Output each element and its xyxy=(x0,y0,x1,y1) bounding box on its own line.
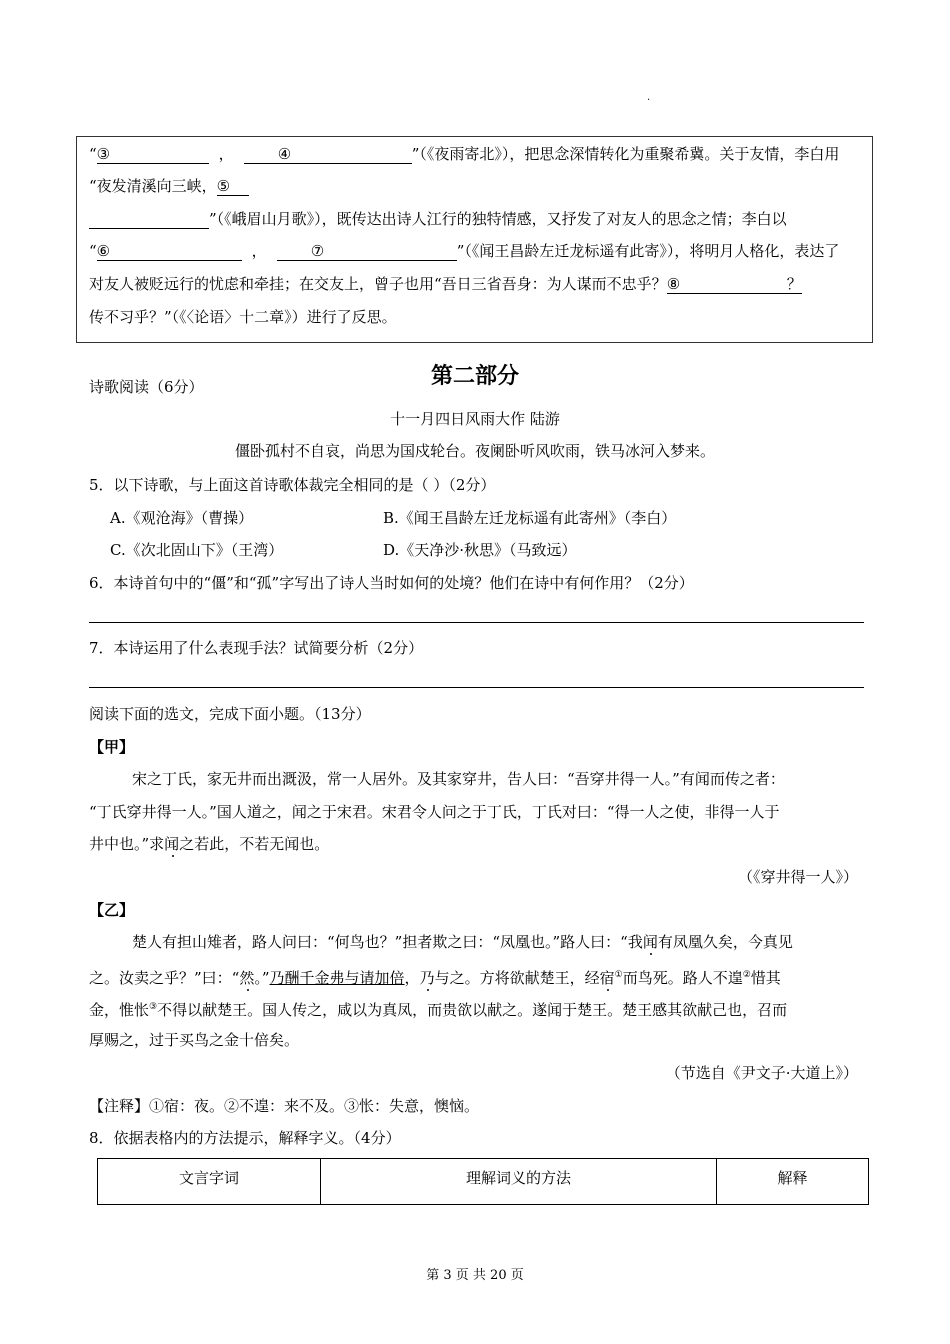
header-method: 理解词义的方法 xyxy=(321,1159,717,1205)
yi-line-3: 金，惟怅③不得以献楚王。国人传之，咸以为真凤，而贵欲以献之。遂闻于楚王。楚王感其欲献己也，召而 xyxy=(89,1001,788,1019)
section-title: 第二部分 xyxy=(430,364,519,389)
option-a[interactable]: A.《观沧海》（曹操） xyxy=(110,509,254,527)
box-line-4: “⑥ ， ⑦ ”（《闻王昌龄左迁龙标遥有此寄》），将明月人格化，表达了 xyxy=(89,242,840,260)
option-b[interactable]: B.《闻王昌龄左迁龙标遥有此寄州》（李白） xyxy=(383,509,677,527)
jia-label: 【甲】 xyxy=(89,738,135,756)
poetry-heading: 诗歌阅读（6分） xyxy=(89,378,204,396)
answer-line-7[interactable] xyxy=(89,687,864,688)
jia-line-3: 井中也。”求闻之若此，不若无闻也。 xyxy=(89,835,330,853)
blank-7[interactable]: ⑦ xyxy=(277,242,457,261)
question-5: 5．以下诗歌，与上面这首诗歌体裁完全相同的是（ ）（2分） xyxy=(89,476,496,494)
question-7: 7．本诗运用了什么表现手法？试简要分析（2分） xyxy=(89,639,424,657)
underlined-sentence: 乃酬千金弗与请加倍 xyxy=(269,969,405,987)
blank-8[interactable]: ⑧ xyxy=(667,275,787,294)
poem-text: 僵卧孤村不自哀，尚思为国戍轮台。夜阑卧听风吹雨，铁马冰河入梦来。 xyxy=(234,442,715,460)
blank-5-cont[interactable] xyxy=(89,210,209,229)
box-line-5: 对友人被贬远行的忧虑和牵挂；在交友上，曾子也用“吾日三省吾身：为人谋而不忠乎？⑧ ？ xyxy=(89,275,802,293)
header-word: 文言字词 xyxy=(98,1159,321,1205)
blank-3[interactable]: ③ xyxy=(97,145,209,164)
notes: 【注释】①宿：夜。②不遑：来不及。③怅：失意，懊恼。 xyxy=(89,1097,480,1115)
blank-4[interactable]: ④ xyxy=(244,145,412,164)
header-explanation: 解释 xyxy=(717,1159,869,1205)
blank-6[interactable]: ⑥ xyxy=(97,242,242,261)
jia-source: （《穿井得一人》） xyxy=(737,868,858,886)
yi-label: 【乙】 xyxy=(89,901,135,919)
box-line-1: “③ ， ④ ”（《夜雨寄北》），把思念深情转化为重聚希冀。关于友情，李白用 xyxy=(89,145,840,163)
page-footer: 第 3 页 共 20 页 xyxy=(426,1268,524,1283)
blank-5[interactable]: ⑤ xyxy=(217,177,249,196)
question-6: 6．本诗首句中的“僵”和“孤”字写出了诗人当时如何的处境？他们在诗中有何作用？（2分） xyxy=(89,574,694,592)
word-table xyxy=(97,1158,869,1205)
poem-title: 十一月四日风雨大作 陆游 xyxy=(390,410,560,428)
box-line-3: ”（《峨眉山月歌》），既传达出诗人江行的独特情感，又抒发了对友人的思念之情；李白以 xyxy=(89,209,787,229)
box-line-6: 传不习乎？”（《〈论语〉十二章》）进行了反思。 xyxy=(89,308,397,326)
yi-line-4: 厚赐之，过于买鸟之金十倍矣。 xyxy=(89,1031,300,1049)
yi-source: （节选自《尹文子·大道上》） xyxy=(665,1064,858,1082)
question-8: 8．依据表格内的方法提示，解释字义。（4分） xyxy=(89,1129,401,1147)
jia-line-1: 宋之丁氏，家无井而出溉汲，常一人居外。及其家穿井，告人曰：“吾穿井得一人。”有闻而传之者： xyxy=(132,770,785,788)
option-d[interactable]: D.《天净沙·秋思》（马致远） xyxy=(383,541,577,559)
answer-line-6[interactable] xyxy=(89,622,864,623)
jia-line-2: “丁氏穿井得一人。”国人道之，闻之于宋君。宋君令人问之于丁氏，丁氏对曰：“得一人之使，非得一人于 xyxy=(89,803,780,821)
stray-dot: . xyxy=(647,92,651,103)
reading-heading: 阅读下面的选文，完成下面小题。（13分） xyxy=(89,705,371,723)
box-line-2: “夜发清溪向三峡，⑤ xyxy=(89,176,249,196)
option-c[interactable]: C.《次北固山下》（王湾） xyxy=(110,541,284,559)
yi-line-1: 楚人有担山雉者，路人问曰：“何鸟也？”担者欺之曰：“凤凰也。”路人曰：“我闻有凤凰久矣，今真见 xyxy=(132,933,793,951)
yi-line-2: 之。汝卖之乎？”曰：“然。”乃酬千金弗与请加倍，乃与之。方将欲献楚王，经宿①而鸟死。路人不遑②惜其 xyxy=(89,969,781,987)
table-header-row xyxy=(98,1159,869,1205)
